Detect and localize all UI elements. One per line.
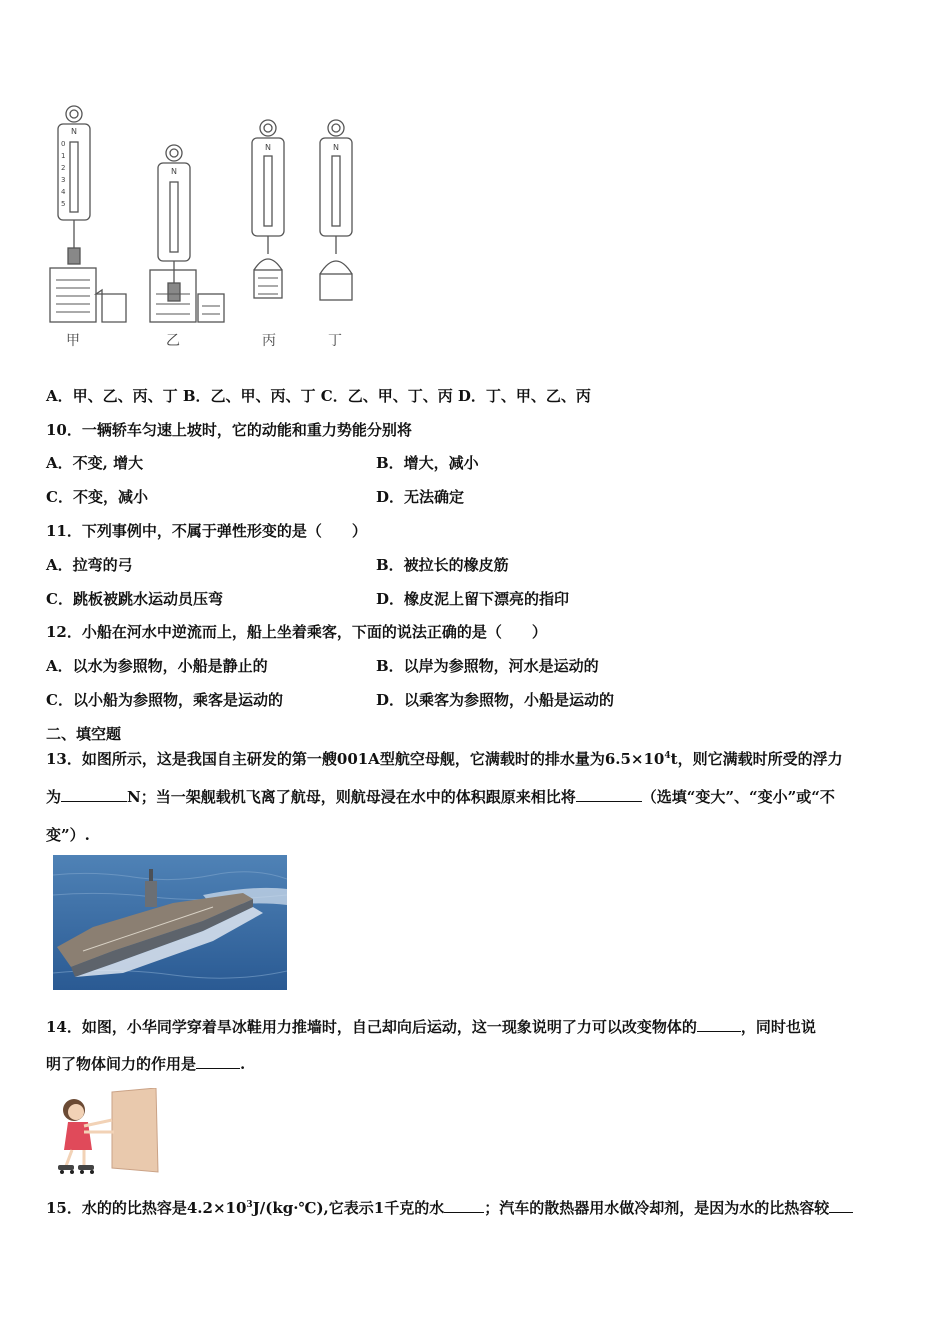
q13-exponent: 4: [664, 751, 671, 761]
tick-jia-2: 2: [61, 164, 66, 172]
q15-line1-post: ；汽车的散热器用水做冷却剂，是因为水的比热容较: [484, 1199, 830, 1217]
q9-options: A．甲、乙、丙、丁 B．乙、甲、丙、丁 C．乙、甲、丁、丙 D．丁、甲、乙、丙: [46, 387, 591, 405]
q14-line1-pre: 14．如图，小华同学穿着旱冰鞋用力推墙时，自己却向后运动，这一现象说明了力可以改变物体的: [46, 1018, 697, 1036]
q12-option-b: B．以岸为参照物，河水是运动的: [376, 657, 599, 675]
q14-line2-post: .: [240, 1055, 246, 1073]
q13-line1-post: t，则它满载时所受的浮力: [670, 750, 843, 768]
tick-jia-0: 0: [61, 140, 66, 148]
q15-exponent: 3: [246, 1200, 253, 1210]
label-yi: 乙: [166, 333, 180, 349]
q12-option-a: A．以水为参照物，小船是静止的: [46, 657, 268, 675]
q14-line1-post: ，同时也说: [740, 1018, 816, 1036]
spring-scale-yi: [150, 145, 224, 322]
q13-line2: [46, 787, 835, 807]
tick-jia-4: 4: [61, 188, 66, 196]
q10-option-c: C．不变，减小: [46, 488, 148, 506]
tick-jia-1: 1: [61, 152, 66, 160]
q13-blank-2[interactable]: [576, 787, 642, 802]
q10-option-a: A．不变, 增大: [46, 454, 144, 472]
q10-option-b: B．增大，减小: [376, 454, 479, 472]
label-jia: 甲: [66, 333, 80, 349]
label-bing: 丙: [262, 333, 276, 349]
q14-line1: [46, 1017, 816, 1037]
q11-option-a: A．拉弯的弓: [46, 556, 133, 574]
q13-line1: [46, 749, 843, 769]
q11-option-b: B．被拉长的橡皮筋: [376, 556, 509, 574]
q13-line3: 变”）.: [46, 826, 90, 844]
q12-option-d: D．以乘客为参照物，小船是运动的: [376, 691, 615, 709]
scale-unit-yi: N: [171, 167, 177, 176]
q12-stem: 12．小船在河水中逆流而上，船上坐着乘客，下面的说法正确的是（ ）: [46, 623, 547, 641]
section-title: 二、填空题: [46, 725, 122, 743]
aircraft-carrier-photo: [53, 855, 287, 990]
tick-jia-3: 3: [61, 176, 66, 184]
q13-line2-c: （选填“变大”、“变小”或“不: [641, 788, 835, 806]
scale-unit-bing: N: [265, 143, 271, 152]
q15-blank-1[interactable]: [444, 1198, 484, 1213]
q12-option-c: C．以小船为参照物，乘客是运动的: [46, 691, 283, 709]
q14-line2-pre: 明了物体间力的作用是: [46, 1055, 197, 1073]
q14-blank-1[interactable]: [697, 1017, 741, 1032]
spring-scale-jia: [50, 106, 126, 322]
scale-unit-ding: N: [333, 143, 339, 152]
q15-blank-2[interactable]: [829, 1198, 853, 1213]
q11-option-c: C．跳板被跳水运动员压弯: [46, 590, 223, 608]
q15-line1-mid: J/(kg·℃),它表示1千克的水: [252, 1199, 445, 1217]
q13-blank-1[interactable]: [61, 787, 127, 802]
q14-blank-2[interactable]: [196, 1054, 240, 1069]
q14-line2: [46, 1054, 245, 1074]
spring-scale-figure: [44, 98, 364, 354]
q15-line1: [46, 1198, 853, 1218]
tick-jia-5: 5: [61, 200, 66, 208]
q13-line2-a: 为: [46, 788, 62, 806]
label-ding: 丁: [328, 333, 342, 349]
q10-stem: 10．一辆轿车匀速上坡时，它的动能和重力势能分别将: [46, 421, 412, 439]
girl-pushing-wall-illustration: [54, 1088, 160, 1174]
q15-line1-pre: 15．水的的比热容是4.2×10: [46, 1199, 247, 1217]
q13-line1-pre: 13．如图所示，这是我国自主研发的第一艘001A型航空母舰，它满载时的排水量为6.5×10: [46, 750, 665, 768]
q13-line2-b: N；当一架舰载机飞离了航母，则航母浸在水中的体积跟原来相比将: [127, 788, 576, 806]
q11-option-d: D．橡皮泥上留下漂亮的指印: [376, 590, 570, 608]
q10-option-d: D．无法确定: [376, 488, 465, 506]
q11-stem: 11．下列事例中，不属于弹性形变的是（ ）: [46, 522, 367, 540]
scale-unit-jia: N: [71, 127, 77, 136]
